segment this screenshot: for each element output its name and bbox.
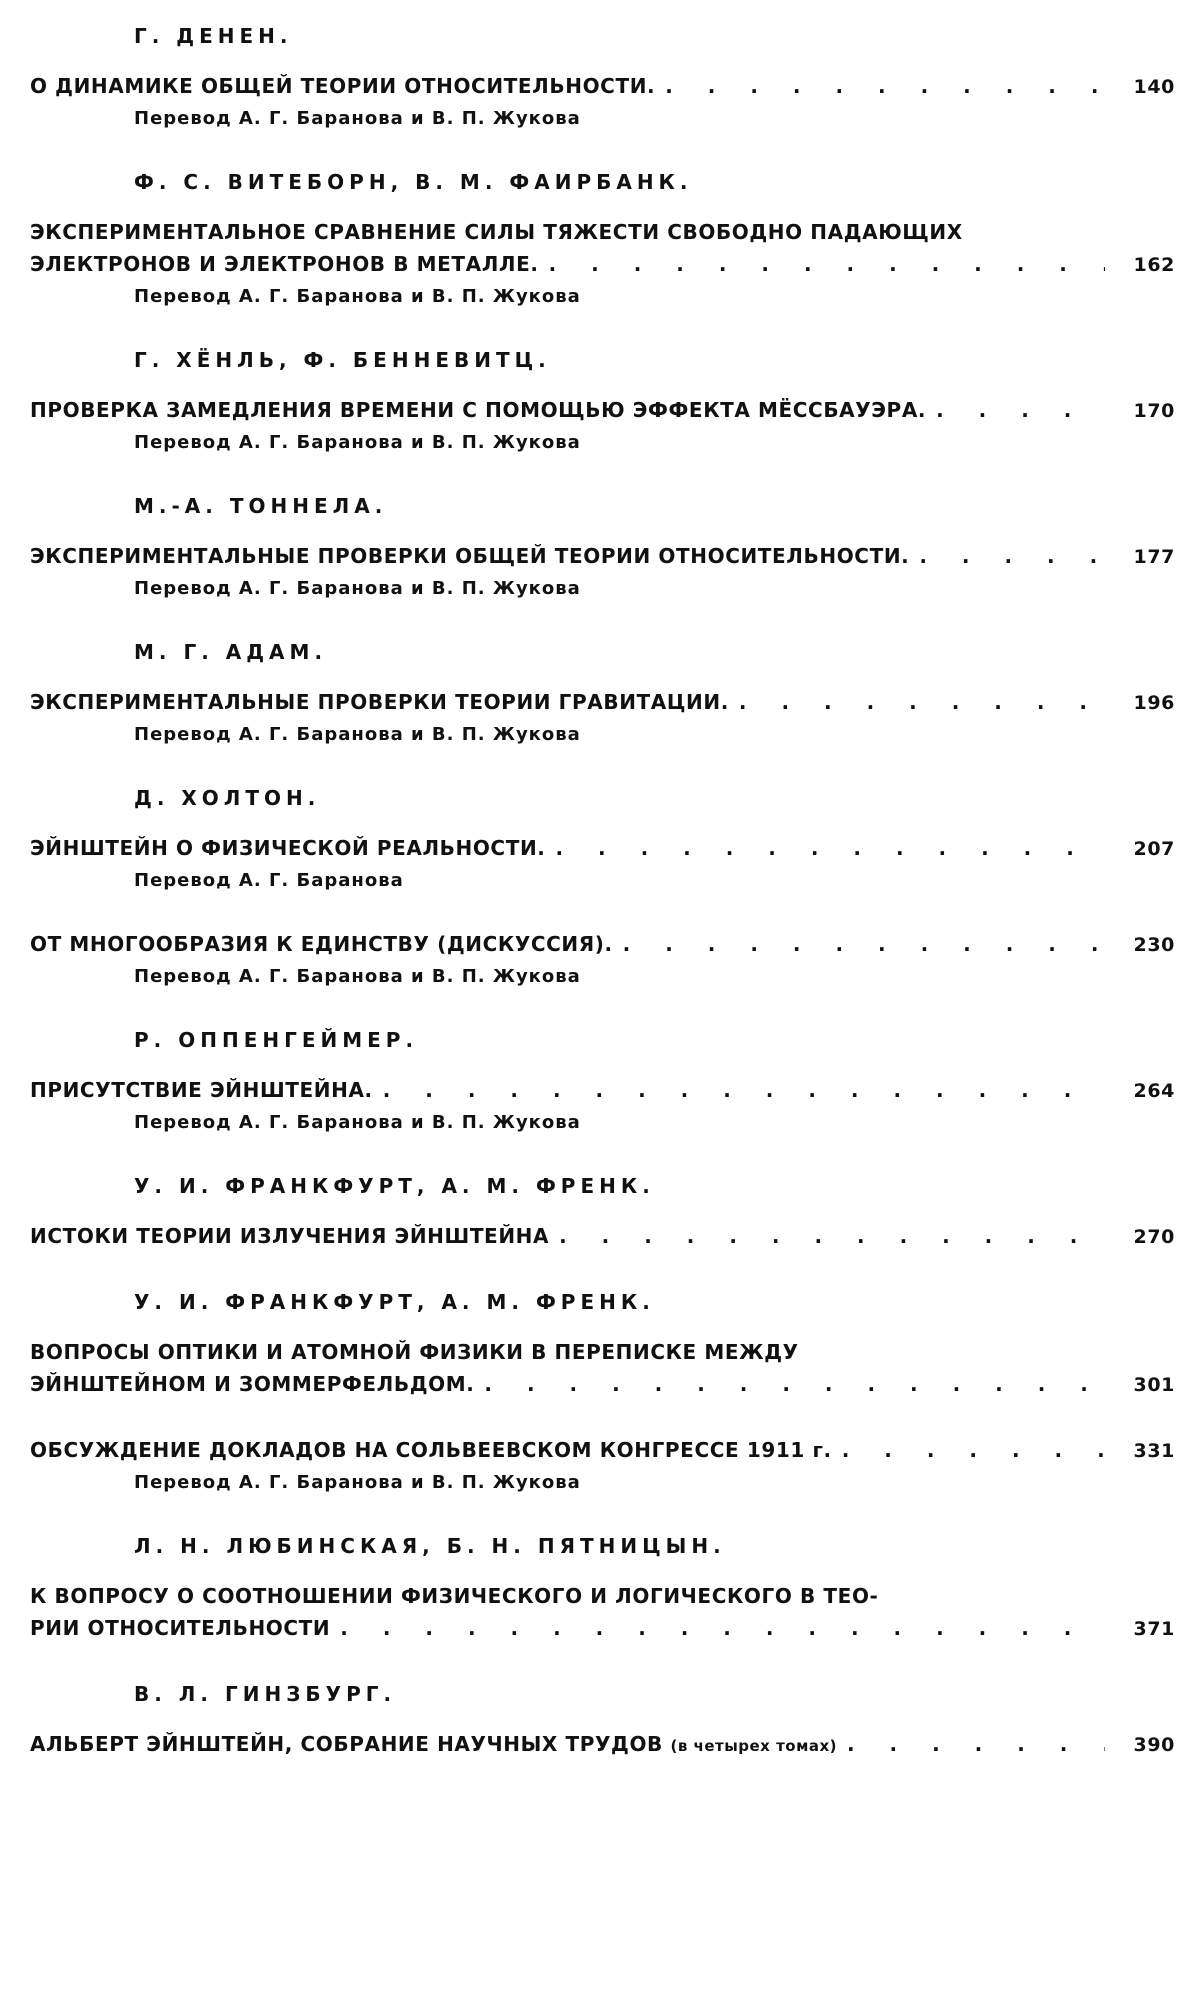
entry-title xyxy=(30,928,1175,961)
dot-leader xyxy=(842,1434,1105,1466)
entry-author: Л. Н. ЛЮБИНСКАЯ, Б. Н. ПЯТНИЦЫН. xyxy=(134,1534,726,1558)
entry-title-text xyxy=(30,1220,549,1252)
entry-author: Г. ДЕНЕН. xyxy=(134,24,293,48)
page-number: 162 xyxy=(1133,254,1175,276)
toc-entry xyxy=(30,1434,1175,1497)
entry-title-last-line xyxy=(30,1434,1175,1467)
entry-translator: Перевод А. Г. Баранова и В. П. Жукова xyxy=(134,966,581,987)
dot-leader xyxy=(549,248,1105,280)
toc-entry xyxy=(30,20,1175,133)
toc-entry xyxy=(30,1170,1175,1253)
entry-title-last-line xyxy=(30,394,1175,427)
entry-author: У. И. ФРАНКФУРТ, А. М. ФРЕНК. xyxy=(134,1290,655,1314)
page-number: 331 xyxy=(1133,1440,1175,1462)
page-number: 270 xyxy=(1133,1226,1175,1248)
entry-translator: Перевод А. Г. Баранова и В. П. Жукова xyxy=(134,578,581,599)
dot-leader xyxy=(623,928,1105,960)
dot-leader xyxy=(936,394,1105,426)
entry-title xyxy=(30,1580,1175,1645)
entry-title-text xyxy=(30,540,909,572)
toc-entry xyxy=(30,490,1175,603)
toc-entry xyxy=(30,1530,1175,1645)
entry-title-last-line xyxy=(30,928,1175,961)
entry-title-text xyxy=(30,832,546,864)
entry-title-text xyxy=(30,1728,837,1762)
entry-title-main: ОТ МНОГООБРАЗИЯ К ЕДИНСТВУ (ДИСКУССИЯ). xyxy=(30,932,613,956)
dot-leader xyxy=(665,70,1105,102)
entry-title xyxy=(30,832,1175,865)
entry-title-text xyxy=(30,1434,832,1466)
entry-title xyxy=(30,686,1175,719)
entry-title-last-line xyxy=(30,1728,1175,1762)
page-number: 264 xyxy=(1133,1080,1175,1102)
entry-title-main: О ДИНАМИКЕ ОБЩЕЙ ТЕОРИИ ОТНОСИТЕЛЬНОСТИ. xyxy=(30,74,656,98)
entry-title xyxy=(30,1220,1175,1253)
entry-title-text xyxy=(30,686,729,718)
dot-leader xyxy=(556,832,1106,864)
dot-leader xyxy=(383,1074,1105,1106)
toc-entry xyxy=(30,344,1175,457)
page-number: 390 xyxy=(1133,1734,1175,1756)
entry-title-line: ВОПРОСЫ ОПТИКИ И АТОМНОЙ ФИЗИКИ В ПЕРЕПИСКЕ МЕЖДУ xyxy=(30,1340,799,1364)
dot-leader xyxy=(340,1612,1105,1644)
page-number: 170 xyxy=(1133,400,1175,422)
entry-title-main: АЛЬБЕРТ ЭЙНШТЕЙН, СОБРАНИЕ НАУЧНЫХ ТРУДОВ xyxy=(30,1732,663,1756)
entry-title xyxy=(30,1336,1175,1401)
entry-title xyxy=(30,216,1175,281)
page-number: 196 xyxy=(1133,692,1175,714)
entry-translator: Перевод А. Г. Баранова и В. П. Жукова xyxy=(134,432,581,453)
entry-title-text xyxy=(30,394,926,426)
entry-title xyxy=(30,540,1175,573)
entry-title xyxy=(30,1074,1175,1107)
entry-title-main: ЭКСПЕРИМЕНТАЛЬНЫЕ ПРОВЕРКИ ОБЩЕЙ ТЕОРИИ ОТНОСИТЕЛЬНОСТИ. xyxy=(30,544,910,568)
dot-leader xyxy=(739,686,1105,718)
entry-title-text xyxy=(30,1074,373,1106)
toc-entry xyxy=(30,636,1175,749)
entry-translator: Перевод А. Г. Баранова и В. П. Жукова xyxy=(134,724,581,745)
entry-title-last-line xyxy=(30,1220,1175,1253)
entry-title-main: ЭЛЕКТРОНОВ И ЭЛЕКТРОНОВ В МЕТАЛЛЕ. xyxy=(30,252,539,276)
dot-leader xyxy=(559,1220,1105,1252)
dot-leader xyxy=(847,1728,1105,1760)
toc-entry xyxy=(30,1678,1175,1762)
page-number: 230 xyxy=(1133,934,1175,956)
entry-title-text xyxy=(30,1368,474,1400)
entry-author: Р. ОППЕНГЕЙМЕР. xyxy=(134,1028,419,1052)
entry-author: Ф. С. ВИТЕБОРН, В. М. ФАИРБАНК. xyxy=(134,170,693,194)
entry-translator: Перевод А. Г. Баранова и В. П. Жукова xyxy=(134,1472,581,1493)
entry-title-main: ОБСУЖДЕНИЕ ДОКЛАДОВ НА СОЛЬВЕЕВСКОМ КОНГРЕССЕ 1911 г. xyxy=(30,1438,832,1462)
entry-title-text xyxy=(30,1612,330,1644)
entry-translator: Перевод А. Г. Баранова xyxy=(134,870,404,891)
entry-author: М.-А. ТОННЕЛА. xyxy=(134,494,388,518)
entry-title-main: РИИ ОТНОСИТЕЛЬНОСТИ xyxy=(30,1616,331,1640)
page-number: 140 xyxy=(1133,76,1175,98)
page-number: 207 xyxy=(1133,838,1175,860)
dot-leader xyxy=(919,540,1105,572)
page-number: 301 xyxy=(1133,1374,1175,1396)
page-number: 177 xyxy=(1133,546,1175,568)
entry-title-main: ПРИСУТСТВИЕ ЭЙНШТЕЙНА. xyxy=(30,1078,373,1102)
entry-title-last-line xyxy=(30,1612,1175,1645)
entry-title-last-line xyxy=(30,540,1175,573)
entry-translator: Перевод А. Г. Баранова и В. П. Жукова xyxy=(134,108,581,129)
entry-title-line: К ВОПРОСУ О СООТНОШЕНИИ ФИЗИЧЕСКОГО И ЛОГИЧЕСКОГО В ТЕО- xyxy=(30,1584,879,1608)
entry-author: М. Г. АДАМ. xyxy=(134,640,328,664)
dot-leader xyxy=(484,1368,1105,1400)
entry-title-last-line xyxy=(30,70,1175,103)
entry-title-text xyxy=(30,928,613,960)
toc-entry xyxy=(30,928,1175,991)
entry-author: В. Л. ГИНЗБУРГ. xyxy=(134,1682,397,1706)
toc-entry xyxy=(30,1286,1175,1401)
entry-title-last-line xyxy=(30,686,1175,719)
entry-title xyxy=(30,70,1175,103)
toc-entry xyxy=(30,166,1175,311)
entry-title-last-line xyxy=(30,832,1175,865)
entry-title-main: ЭЙНШТЕЙНОМ И ЗОММЕРФЕЛЬДОМ. xyxy=(30,1372,475,1396)
entry-title xyxy=(30,1434,1175,1467)
table-of-contents xyxy=(30,20,1175,1795)
entry-translator: Перевод А. Г. Баранова и В. П. Жукова xyxy=(134,1112,581,1133)
entry-author: У. И. ФРАНКФУРТ, А. М. ФРЕНК. xyxy=(134,1174,655,1198)
page-number: 371 xyxy=(1133,1618,1175,1640)
entry-title-main: ПРОВЕРКА ЗАМЕДЛЕНИЯ ВРЕМЕНИ С ПОМОЩЬЮ ЭФФЕКТА МЁССБАУЭРА. xyxy=(30,398,927,422)
entry-author: Д. ХОЛТОН. xyxy=(134,786,321,810)
entry-title-line: ЭКСПЕРИМЕНТАЛЬНОЕ СРАВНЕНИЕ СИЛЫ ТЯЖЕСТИ СВОБОДНО ПАДАЮЩИХ xyxy=(30,220,963,244)
entry-title xyxy=(30,394,1175,427)
entry-title-main: ЭКСПЕРИМЕНТАЛЬНЫЕ ПРОВЕРКИ ТЕОРИИ ГРАВИТАЦИИ. xyxy=(30,690,729,714)
entry-title-main: ИСТОКИ ТЕОРИИ ИЗЛУЧЕНИЯ ЭЙНШТЕЙНА xyxy=(30,1224,550,1248)
toc-entry xyxy=(30,782,1175,895)
entry-title-note: (в четырех томах) xyxy=(670,1737,837,1755)
entry-title xyxy=(30,1728,1175,1762)
entry-title-text xyxy=(30,70,655,102)
entry-author: Г. ХЁНЛЬ, Ф. БЕННЕВИТЦ. xyxy=(134,348,551,372)
entry-title-main: ЭЙНШТЕЙН О ФИЗИЧЕСКОЙ РЕАЛЬНОСТИ. xyxy=(30,836,546,860)
entry-title-last-line xyxy=(30,248,1175,281)
toc-entry xyxy=(30,1024,1175,1137)
entry-title-text xyxy=(30,248,539,280)
entry-title-last-line xyxy=(30,1074,1175,1107)
entry-translator: Перевод А. Г. Баранова и В. П. Жукова xyxy=(134,286,581,307)
entry-title-last-line xyxy=(30,1368,1175,1401)
